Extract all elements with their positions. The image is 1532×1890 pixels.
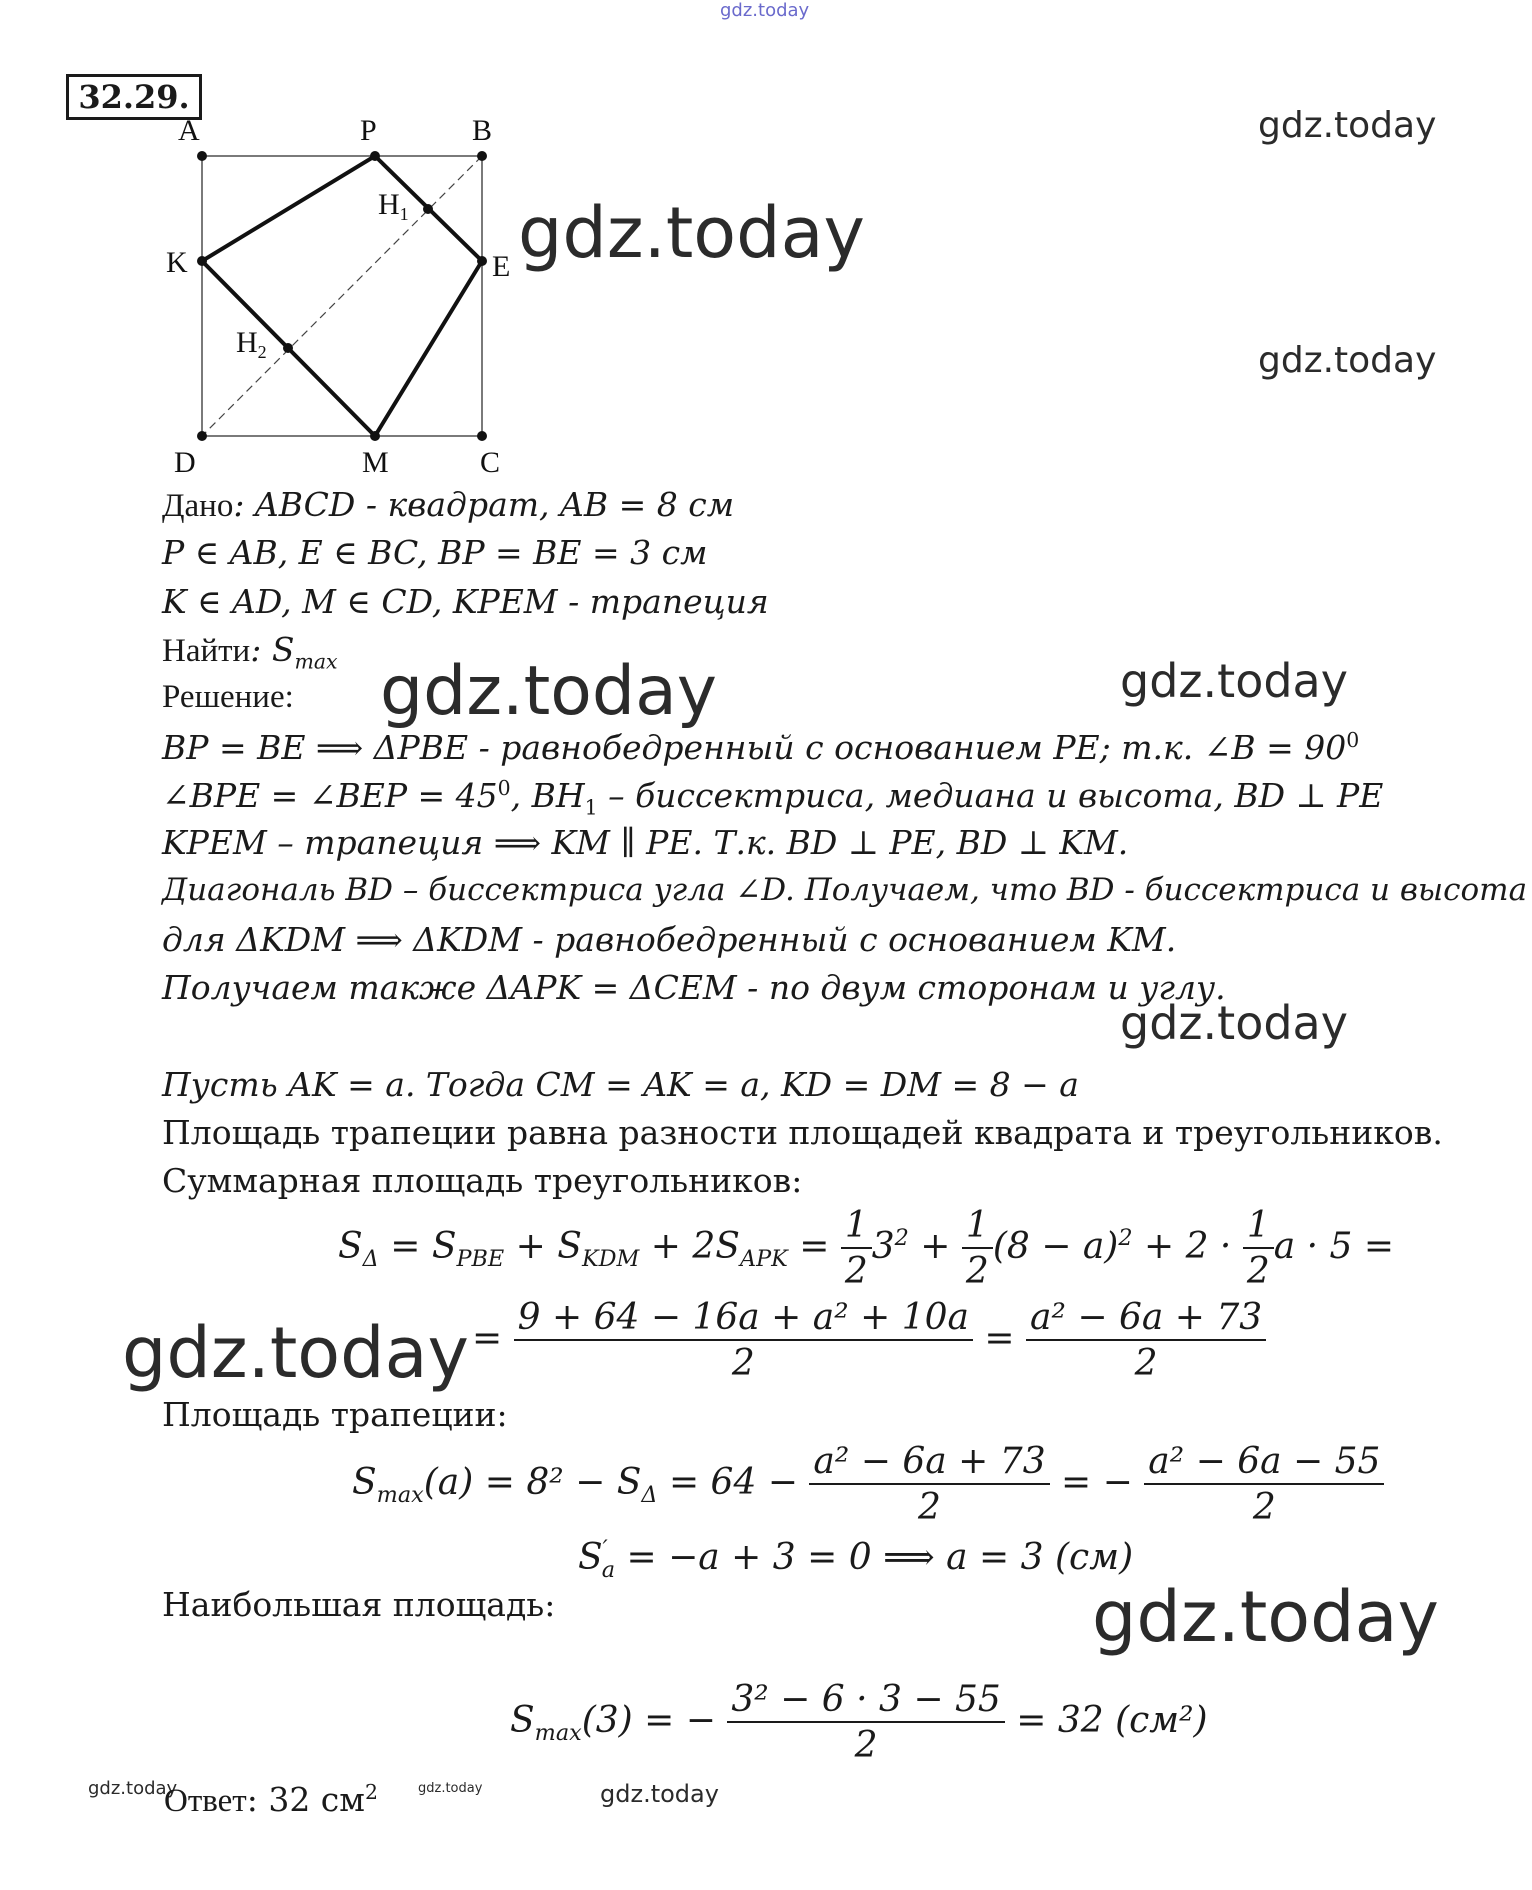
formula-2 <box>472 1297 1266 1384</box>
f1-frac-3: $\frac{1}{2}$ <box>1243 1208 1274 1290</box>
find-line <box>162 630 338 674</box>
given-line-1 <box>162 485 735 524</box>
f1-t2-sub: KDM <box>581 1246 640 1273</box>
f1-lhs: S <box>338 1226 363 1267</box>
watermark-big-left-low: gdz.today <box>122 1312 469 1394</box>
f3-rest1: (a) = 8² − S <box>423 1462 642 1503</box>
problem-number: 32.29. <box>66 74 202 120</box>
watermark-big-center: gdz.today <box>518 192 865 274</box>
watermark-right-1: gdz.today <box>1258 105 1437 146</box>
f3-rest2: = 64 − <box>657 1462 810 1503</box>
solution-line-6: Получаем также ΔAPK = ΔCEM - по двум сторонам и углу. <box>162 968 1226 1007</box>
f3-lhs-sub: max <box>376 1482 424 1509</box>
solution-line-3: KPEM – трапеция ⟹ KM ∥ PE. Т.к. BD ⊥ PE, BD ⊥ KM. <box>162 823 1129 862</box>
solution-line-2-sub: 1 <box>584 795 598 820</box>
solution-label: Решение: <box>162 679 294 715</box>
solution-line-1-text: BP = BE ⟹ ΔPBE - равнобедренный с основанием PE; т.к. ∠B = 90 <box>162 728 1347 767</box>
given-label: Дано <box>162 488 234 524</box>
answer-value: : 32 см <box>246 1780 365 1819</box>
formula-5 <box>510 1679 1208 1766</box>
solution-line-1 <box>162 728 1360 767</box>
f5-lhs: S <box>510 1700 535 1741</box>
f4-prime: ′ <box>602 1536 608 1562</box>
label-m: M <box>362 446 389 479</box>
f1-frac-1: $\frac{1}{2}$ <box>841 1208 872 1290</box>
watermark-top: gdz.today <box>720 0 810 21</box>
f1-plus2: + 2S <box>639 1226 740 1267</box>
answer-sup: 2 <box>364 1780 378 1804</box>
solution-line-9: Суммарная площадь треугольников: <box>162 1161 803 1200</box>
solution-line-2-sup: 0 <box>497 776 511 800</box>
max-label: Наибольшая площадь: <box>162 1585 556 1624</box>
formula-4 <box>578 1538 1133 1582</box>
f1-p5: a · 5 = <box>1273 1226 1395 1267</box>
label-h2: $H_2$ <box>236 326 267 362</box>
f1-t1-sub: PBE <box>456 1246 505 1273</box>
f5-rest2: = 32 (см²) <box>1004 1700 1208 1741</box>
watermark-big-left-mid: gdz.today <box>380 652 717 731</box>
solution-line-4: Диагональ BD – биссектриса угла ∠D. Получаем, что BD - биссектриса и высота <box>162 872 1528 908</box>
label-p: P <box>360 114 377 147</box>
f4-sub: a <box>601 1557 616 1584</box>
f3-eq: = − <box>1049 1462 1145 1503</box>
f2-frac-1: $\frac{\text{9 + 64 − 16a + a² + 10a}}{2}$ <box>514 1300 973 1382</box>
answer-label: Ответ <box>164 1783 247 1819</box>
f1-plus1: + S <box>504 1226 582 1267</box>
f1-p3-sup: 2 <box>1118 1225 1133 1251</box>
f5-frac: $\frac{\text{3² − 6 · 3 − 55}}{2}$ <box>727 1682 1004 1764</box>
solution-line-5: для ΔKDM ⟹ ΔKDM - равнобедренный с основанием KM. <box>162 920 1177 959</box>
solution-line-2-c: – биссектриса, медиана и высота, BD ⊥ PE <box>597 776 1384 815</box>
given-line-2: P ∈ AB, E ∈ BC, BP = BE = 3 см <box>162 533 708 572</box>
f1-p3: (8 − a) <box>992 1226 1119 1267</box>
f1-eq: = S <box>378 1226 457 1267</box>
f1-lhs-sub: Δ <box>362 1246 379 1273</box>
f3-rest1-sub: Δ <box>641 1482 658 1509</box>
solution-line-2-b: , BH <box>510 776 585 815</box>
f5-lhs-sub: max <box>534 1720 582 1747</box>
watermark-right-4: gdz.today <box>1120 996 1348 1050</box>
watermark-big-right-low: gdz.today <box>1092 1576 1439 1658</box>
f1-p1: 3 <box>871 1226 895 1267</box>
f5-rest1: (3) = − <box>581 1700 728 1741</box>
watermark-foot-3: gdz.today <box>600 1780 719 1808</box>
find-label: Найти <box>162 633 251 669</box>
f1-frac-2: $\frac{1}{2}$ <box>962 1208 993 1290</box>
label-c: C <box>480 446 501 479</box>
solution-line-2-a: ∠BPE = ∠BEP = 45 <box>162 776 498 815</box>
label-k: K <box>166 246 188 279</box>
given-line-1-text: : ABCD - квадрат, AB = 8 см <box>233 485 735 524</box>
label-h1: $H_1$ <box>378 188 409 224</box>
formula-1 <box>338 1205 1395 1292</box>
f4-s: S <box>578 1537 603 1578</box>
f3-lhs: S <box>352 1462 377 1503</box>
answer-line <box>164 1782 378 1818</box>
given-line-3: K ∈ AD, M ∈ CD, KPEM - трапеция <box>162 582 769 621</box>
label-a: A <box>178 114 200 147</box>
f3-frac-1: $\frac{\text{a² − 6a + 73}}{2}$ <box>809 1444 1049 1526</box>
area-label: Площадь трапеции: <box>162 1395 508 1434</box>
f2-frac-2: $\frac{\text{a² − 6a + 73}}{2}$ <box>1026 1300 1266 1382</box>
diagonal-bd <box>202 156 482 436</box>
solution-line-8: Площадь трапеции равна разности площадей квадрата и треугольников. <box>162 1113 1443 1152</box>
solution-line-2 <box>162 778 1383 818</box>
f2-eq: = <box>472 1318 514 1359</box>
f1-t3-sub: APK <box>739 1246 788 1273</box>
watermark-right-2: gdz.today <box>1258 340 1437 381</box>
watermark-right-3: gdz.today <box>1120 654 1348 708</box>
geometry-figure <box>140 110 700 490</box>
f2-eq2: = <box>972 1318 1027 1359</box>
f4-rest: = −a + 3 = 0 ⟹ a = 3 (см) <box>615 1537 1134 1578</box>
f1-p1-sup: 2 <box>894 1225 909 1251</box>
solution-line-1-sup: 0 <box>1346 728 1360 752</box>
watermark-foot-1: gdz.today <box>88 1778 178 1799</box>
label-d: D <box>174 446 196 479</box>
f3-frac-2: $\frac{\text{a² − 6a − 55}}{2}$ <box>1144 1444 1384 1526</box>
f1-eq2: = <box>787 1226 841 1267</box>
f1-p2: + <box>908 1226 962 1267</box>
label-b: B <box>472 114 493 147</box>
formula-3 <box>352 1441 1384 1528</box>
f1-p4: + 2 · <box>1132 1226 1243 1267</box>
label-e: E <box>492 250 511 283</box>
watermark-foot-2: gdz.today <box>418 1781 483 1796</box>
find-sub: max <box>294 649 338 674</box>
solution-line-7: Пусть AK = a. Тогда CM = AK = a, KD = DM = 8 − a <box>162 1065 1079 1104</box>
find-value: : S <box>250 630 295 669</box>
